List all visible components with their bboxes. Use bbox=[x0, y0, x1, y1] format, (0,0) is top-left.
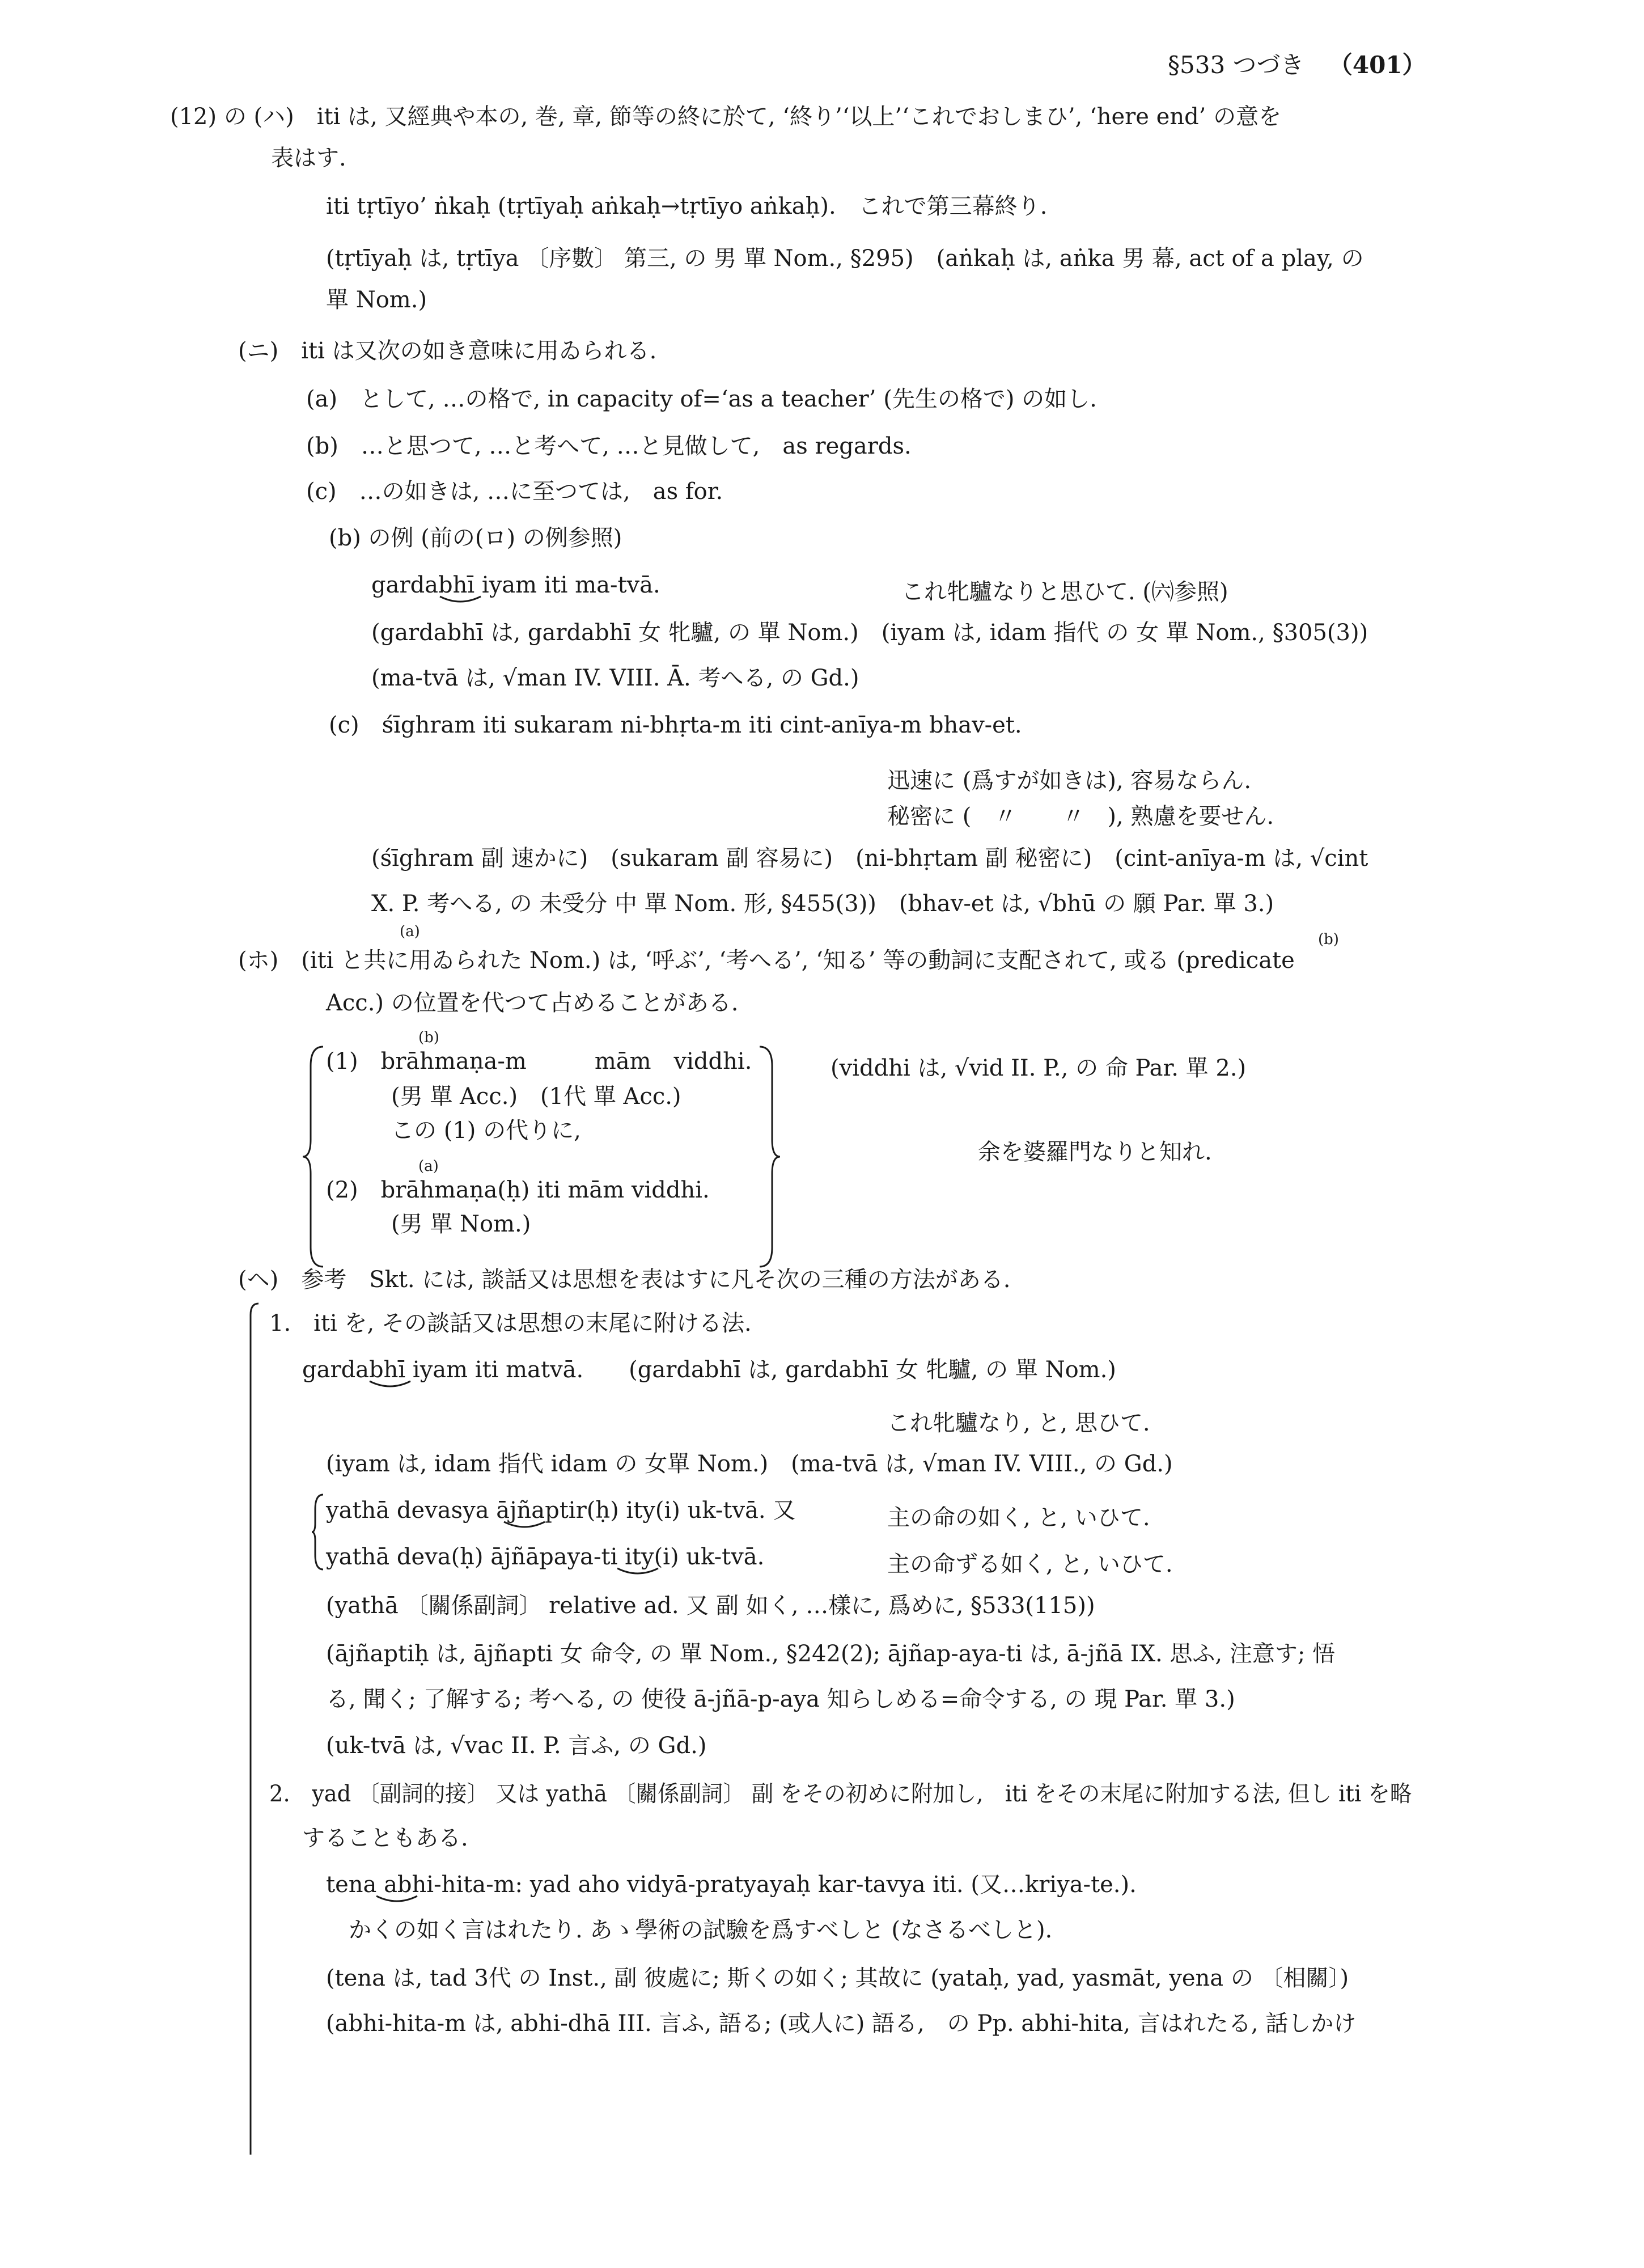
text-line: (gardabhī は, gardabhī 女 牝驢, の 單 Nom.) (iyam は, idam 指代 の 女 單 Nom., §305(3)) bbox=[371, 620, 1368, 646]
text-line: これ牝驢なり, と, 思ひて. bbox=[887, 1410, 1150, 1436]
text-line: この (1) の代りに, bbox=[391, 1118, 581, 1144]
text-line: (1) brāhmaṇa-m mām viddhi. bbox=[326, 1048, 752, 1074]
text-line: tena abhi-hita-m: yad aho vidyā-pratyayaḥ kar-tavya iti. (又…kriya-te.). bbox=[326, 1872, 1137, 1898]
text-line: かくの如く言はれたり. あゝ學術の試驗を爲すべしと (なさるべしと). bbox=[349, 1917, 1053, 1943]
text-line: (tṛtīyaḥ は, tṛtīya 〔序數〕 第三, の 男 單 Nom., §295) (aṅkaḥ は, aṅka 男 幕, act of a play, の bbox=[326, 246, 1364, 272]
superscript-mark: (b) bbox=[1318, 931, 1339, 948]
text-line: (yathā 〔關係副詞〕 relative ad. 又 副 如く, …樣に, 爲めに, §533(115)) bbox=[326, 1593, 1095, 1619]
text-line: (ホ) (iti と共に用ゐられた Nom.) は, ‘呼ぶ’, ‘考へる’, ‘知る’ 等の動詞に支配されて, 或る (predicate bbox=[238, 947, 1295, 974]
page-number: （401） bbox=[1328, 51, 1426, 79]
liaison-mark bbox=[367, 1379, 413, 1391]
text-line: 主の命の如く, と, いひて. bbox=[887, 1505, 1150, 1531]
text-line: yathā deva(ḥ) ājñāpaya-ti ity(i) uk-tvā. bbox=[326, 1544, 765, 1570]
text-line: 秘密に ( 〃 〃 ), 熟慮を要せん. bbox=[887, 803, 1274, 830]
superscript-mark: (a) bbox=[400, 923, 420, 940]
text-line: (b) …と思つて, …と考へて, …と見做して, as regards. bbox=[306, 433, 912, 459]
text-line: 迅速に (爲すが如きは), 容易ならん. bbox=[887, 768, 1252, 794]
text-line: (tena は, tad 3代 の Inst., 副 彼處に; 斯くの如く; 其故に (yataḥ, yad, yasmāt, yena の 〔相關〕) bbox=[326, 1965, 1349, 1991]
text-line: (śīghram 副 速かに) (sukaram 副 容易に) (ni-bhṛtam 副 秘密に) (cint-anīya-m は, √cint bbox=[371, 845, 1368, 871]
running-header bbox=[1168, 46, 1426, 81]
text-line: 表はす. bbox=[271, 145, 346, 171]
text-line: (iyam は, idam 指代 idam の 女單 Nom.) (ma-tvā は, √man IV. VIII., の Gd.) bbox=[326, 1451, 1173, 1477]
text-line: 2. yad 〔副詞的接〕 又は yathā 〔關係副詞〕 副 をその初めに附加し, iti をその末尾に附加する法, 但し iti を略 bbox=[269, 1781, 1412, 1807]
text-line: (c) …の如きは, …に至つては, as for. bbox=[306, 479, 723, 505]
text-line: gardabhī iyam iti ma-tvā. bbox=[371, 572, 660, 598]
section-ref: §533 つづき bbox=[1168, 51, 1304, 79]
text-line: (男 單 Nom.) bbox=[391, 1211, 531, 1237]
text-line: yathā devasya ājñaptir(ḥ) ity(i) uk-tvā. 又 bbox=[326, 1497, 796, 1524]
superscript-mark: (a) bbox=[418, 1158, 439, 1175]
text-line: 余を婆羅門なりと知れ. bbox=[978, 1139, 1212, 1165]
text-line: (2) brāhmaṇa(ḥ) iti mām viddhi. bbox=[326, 1177, 710, 1203]
text-line: することもある. bbox=[302, 1825, 468, 1851]
right-brace bbox=[754, 1043, 782, 1270]
text-line: (12) の (ハ) iti は, 又經典や本の, 巻, 章, 節等の終に於て, ‘終り’‘以上’‘これでおしまひ’, ‘here end’ の意を bbox=[170, 104, 1282, 130]
text-line: (uk-tvā は, √vac II. P. 言ふ, の Gd.) bbox=[326, 1733, 707, 1759]
text-line: (ma-tvā は, √man IV. VIII. Ā. 考へる, の Gd.) bbox=[371, 665, 859, 691]
text-line: 主の命ずる如く, と, いひて. bbox=[887, 1551, 1173, 1577]
liaison-mark bbox=[502, 1520, 547, 1532]
text-line: (abhi-hita-m は, abhi-dhā III. 言ふ, 語る; (或人に) 語る, の Pp. abhi-hita, 言はれたる, 話しかけ bbox=[326, 2011, 1357, 2037]
text-line: (c) śīghram iti sukaram ni-bhṛta-m iti cint-anīya-m bhav-et. bbox=[329, 712, 1022, 738]
text-line: る, 聞く; 了解する; 考へる, の 使役 ā-jñā-p-aya 知らしめる=命令する, の 現 Par. 單 3.) bbox=[326, 1686, 1235, 1712]
text-line: gardabhī iyam iti matvā. (gardabhī は, gardabhī 女 牝驢, の 單 Nom.) bbox=[302, 1357, 1116, 1383]
text-line: Acc.) の位置を代つて占めることがある. bbox=[326, 990, 739, 1016]
left-brace bbox=[300, 1043, 329, 1270]
text-line: (b) の例 (前の(ロ) の例参照) bbox=[329, 525, 622, 551]
text-line: 1. iti を, その談話又は思想の末尾に附ける法. bbox=[269, 1310, 752, 1336]
pair-brace bbox=[311, 1492, 325, 1572]
superscript-mark: (b) bbox=[418, 1029, 439, 1046]
liaison-mark bbox=[374, 1894, 420, 1906]
text-line: (ニ) iti は又次の如き意味に用ゐられる. bbox=[238, 338, 657, 364]
text-line: X. P. 考へる, の 未受分 中 單 Nom. 形, §455(3)) (bhav-et は, √bhū の 願 Par. 單 3.) bbox=[371, 891, 1274, 917]
section-bracket bbox=[244, 1301, 261, 2157]
text-line: 單 Nom.) bbox=[326, 287, 427, 313]
text-line: これ牝驢なりと思ひて. (㈥参照) bbox=[901, 579, 1228, 605]
text-line: (viddhi は, √vid II. P., の 命 Par. 單 2.) bbox=[831, 1055, 1247, 1081]
text-line: iti tṛtīyo’ ṅkaḥ (tṛtīyaḥ aṅkaḥ→tṛtīyo aṅkaḥ). これで第三幕終り. bbox=[326, 193, 1048, 219]
text-line: (ヘ) 参考 Skt. には, 談話又は思想を表はすに凡そ次の三種の方法がある. bbox=[238, 1267, 1011, 1293]
text-line: (a) として, …の格で, in capacity of=‘as a teacher’ (先生の格で) の如し. bbox=[306, 386, 1097, 412]
text-line: (男 單 Acc.) (1代 單 Acc.) bbox=[391, 1084, 681, 1110]
liaison-mark bbox=[438, 594, 483, 607]
liaison-mark bbox=[615, 1566, 660, 1579]
text-line: (ājñaptiḥ は, ājñapti 女 命令, の 單 Nom., §242(2); ājñap-aya-ti は, ā-jñā IX. 思ふ, 注意す; 悟 bbox=[326, 1641, 1336, 1667]
